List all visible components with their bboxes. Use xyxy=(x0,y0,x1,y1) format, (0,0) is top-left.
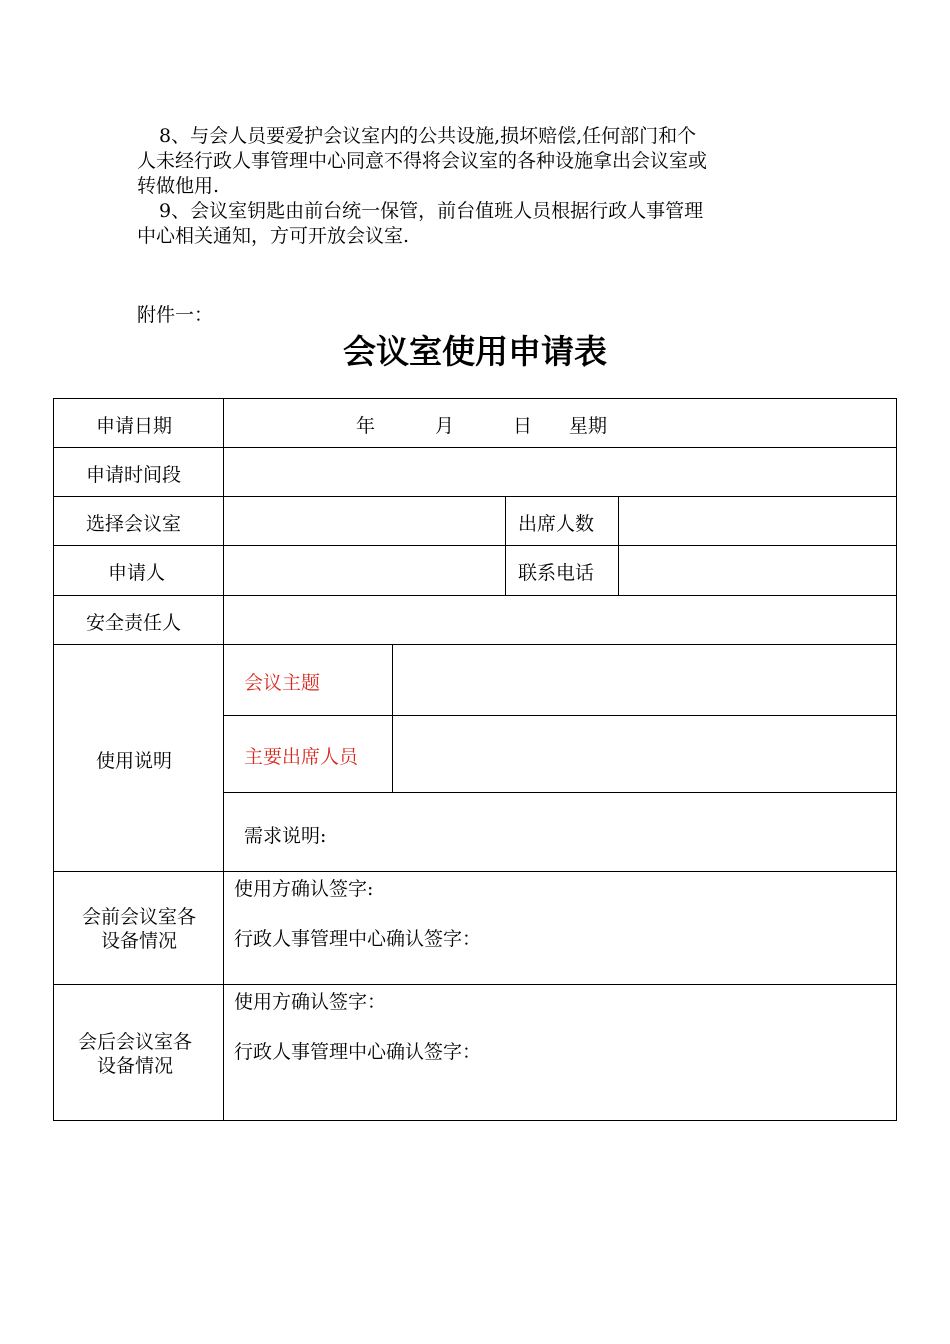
meeting-topic-field[interactable] xyxy=(395,646,894,713)
row-divider xyxy=(224,792,896,793)
rule-item-8-line: 8、与会人员要爱护会议室内的公共设施,损坏赔偿,任何部门和个 xyxy=(159,125,697,147)
phone-label: 联系电话 xyxy=(518,562,595,584)
main-attendees-field[interactable] xyxy=(395,717,894,790)
before-equipment-label-line: 设备情况 xyxy=(100,930,177,952)
rule-item-9-line: 中心相关通知，方可开放会议室. xyxy=(137,225,410,247)
attendee-count-field[interactable] xyxy=(621,498,894,543)
before-equipment-label xyxy=(54,905,224,953)
usage-label: 使用说明 xyxy=(96,750,173,772)
application-form-table xyxy=(53,398,897,1121)
applicant-label: 申请人 xyxy=(108,562,166,584)
time-period-label: 申请时间段 xyxy=(86,464,182,486)
after-user-signature-label: 使用方确认签字： xyxy=(234,991,387,1013)
row-divider xyxy=(224,715,896,716)
date-year-label: 年 xyxy=(356,415,376,437)
after-admin-signature-label: 行政人事管理中心确认签字： xyxy=(234,1041,482,1063)
safety-officer-field[interactable] xyxy=(226,597,894,642)
row-divider xyxy=(54,496,896,497)
column-divider xyxy=(392,644,393,792)
requirements-label: 需求说明: xyxy=(244,825,327,847)
date-weekday-label: 星期 xyxy=(569,415,608,437)
after-equipment-label xyxy=(54,1030,216,1078)
column-divider xyxy=(618,496,619,595)
meeting-topic-label: 会议主题 xyxy=(244,672,321,694)
room-field[interactable] xyxy=(226,498,503,543)
date-month-label: 月 xyxy=(435,415,455,437)
rule-item-8 xyxy=(137,124,827,199)
form-title: 会议室使用申请表 xyxy=(343,332,607,371)
row-divider xyxy=(54,595,896,596)
before-equipment-label-line: 会前会议室各 xyxy=(81,906,196,928)
rule-item-9 xyxy=(137,199,827,249)
row-divider xyxy=(54,984,896,985)
safety-officer-label: 安全责任人 xyxy=(86,612,182,634)
phone-field[interactable] xyxy=(621,547,894,593)
rule-item-8-line: 人未经行政人事管理中心同意不得将会议室的各种设施拿出会议室或 xyxy=(137,150,708,172)
date-day-label: 日 xyxy=(513,415,533,437)
before-admin-signature-label: 行政人事管理中心确认签字： xyxy=(234,928,482,950)
row-divider xyxy=(54,871,896,872)
column-divider xyxy=(223,399,224,1120)
time-period-field[interactable] xyxy=(226,449,894,494)
attachment-label: 附件一： xyxy=(137,304,214,326)
rule-item-8-line: 转做他用. xyxy=(137,175,220,197)
row-divider xyxy=(54,447,896,448)
row-divider xyxy=(54,644,896,645)
before-user-signature-label: 使用方确认签字: xyxy=(234,878,374,900)
applicant-field[interactable] xyxy=(226,547,503,593)
after-equipment-label-line: 会后会议室各 xyxy=(77,1031,192,1053)
column-divider xyxy=(505,496,506,595)
main-attendees-label: 主要出席人员 xyxy=(244,746,359,768)
after-equipment-label-line: 设备情况 xyxy=(96,1055,173,1077)
attendee-count-label: 出席人数 xyxy=(518,513,595,535)
room-label: 选择会议室 xyxy=(86,513,182,535)
date-label: 申请日期 xyxy=(96,415,173,437)
rule-item-9-line: 9、会议室钥匙由前台统一保管，前台值班人员根据行政人事管理 xyxy=(159,200,704,222)
row-divider xyxy=(54,545,896,546)
